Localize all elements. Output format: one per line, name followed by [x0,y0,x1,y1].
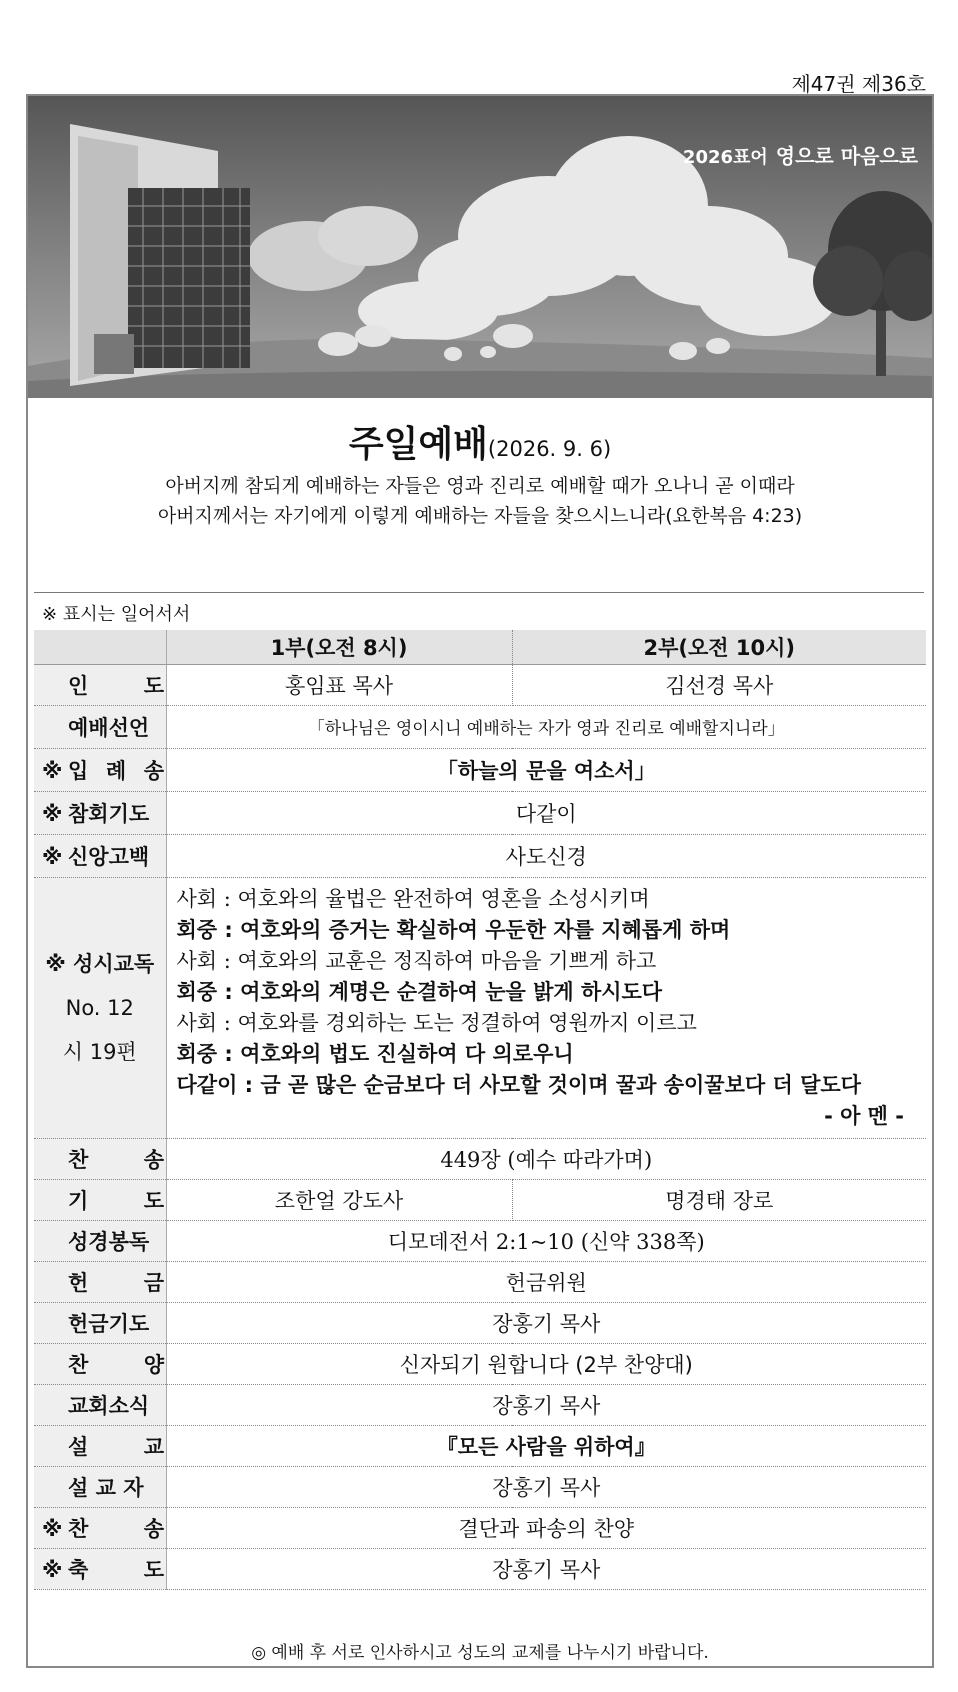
first-service-value: 홍임표 목사 [166,664,512,705]
motto-main: 영으로 마음으로 [775,144,918,168]
reading-label-cell [34,877,166,1138]
row-value: 사도신경 [166,834,926,877]
row-preacher [34,1466,926,1507]
label-cell [34,1302,166,1343]
reading-psalm: 시 19편 [62,1039,137,1064]
verse-line-1: 아버지께 참되게 예배하는 자들은 영과 진리로 예배할 때가 오나니 곧 이때라 [165,475,795,497]
row-label: 입 례 송 [68,758,164,783]
banner-image [28,96,932,398]
row-confession [34,791,926,834]
second-service-value: 명경태 장로 [512,1179,926,1220]
row-entrance-hymn [34,748,926,791]
reading-line: 사회 : 여호와의 율법은 완전하여 영혼을 소성시키며 [176,886,650,911]
row-label: 인 도 [68,673,164,698]
label-cell: ※ 축 도 [34,1548,166,1589]
row-value: 다같이 [166,791,926,834]
service-columns-header [34,630,926,664]
church-building-illustration [70,124,250,386]
row-label: 성경봉독 [68,1229,150,1254]
row-label: 헌 금 [68,1270,164,1295]
row-value: 헌금위원 [166,1261,926,1302]
label-cell: ※ 신앙고백 [34,834,166,877]
reading-line: 회중 : 여호와의 증거는 확실하여 우둔한 자를 지혜롭게 하며 [176,917,731,942]
standing-note: ※ 표시는 일어서서 [42,604,191,625]
reading-line: 사회 : 여호와를 경외하는 도는 정결하여 영원까지 이르고 [176,1010,697,1035]
row-value: 장홍기 목사 [166,1548,926,1589]
reading-line: 회중 : 여호와의 법도 진실하여 다 의로우니 [176,1041,574,1066]
label-cell: ※ 참회기도 [34,791,166,834]
row-anthem [34,1343,926,1384]
yearly-motto [683,140,918,169]
row-value: 장홍기 목사 [166,1302,926,1343]
row-prelude [34,664,926,705]
row-label: 교회소식 [68,1393,150,1418]
order-of-worship [34,630,926,1590]
row-label: 설 교 자 [68,1475,144,1500]
row-value: 「하늘의 문을 여소서」 [166,748,926,791]
label-cell [34,1179,166,1220]
amen: - 아 멘 - [824,1103,904,1128]
motto-prefix: 2026표어 [682,147,768,168]
service-date: (2026. 9. 6) [487,437,612,461]
row-closing-hymn [34,1507,926,1548]
row-news [34,1384,926,1425]
label-cell [34,1425,166,1466]
first-service-value: 조한얼 강도사 [166,1179,512,1220]
row-label: 기 도 [68,1188,164,1213]
row-benediction [34,1548,926,1589]
label-cell [34,1138,166,1179]
reading-label: ※ 성시교독 [45,951,155,976]
label-cell [34,1384,166,1425]
row-value: 『모든 사람을 위하여』 [166,1425,926,1466]
second-service-header: 2부(오전 10시) [512,630,926,664]
service-header [28,414,932,531]
service-verse [28,471,932,531]
reading-line: 사회 : 여호와의 교훈은 정직하여 마음을 기쁘게 하고 [176,948,657,973]
row-label: 축 도 [68,1557,164,1582]
row-label: 찬 양 [68,1352,164,1377]
row-offering-prayer [34,1302,926,1343]
second-service-value: 김선경 목사 [512,664,926,705]
issue-number: 제47권 제36호 [791,72,926,96]
row-sermon [34,1425,926,1466]
header-blank [34,630,166,664]
label-cell [34,1220,166,1261]
row-value: 신자되기 원합니다 (2부 찬양대) [166,1343,926,1384]
row-label: 헌금기도 [68,1311,150,1336]
row-label: 찬 송 [68,1516,164,1541]
reading-text [166,877,926,1138]
row-responsive-reading [34,877,926,1138]
first-service-header: 1부(오전 8시) [166,630,512,664]
footer-note: ◎ 예배 후 서로 인사하시고 성도의 교제를 나누시기 바랍니다. [251,1643,709,1663]
row-value: 「하나님은 영이시니 예배하는 자가 영과 진리로 예배할지니라」 [166,705,926,748]
label-cell [34,705,166,748]
label-cell [34,1261,166,1302]
row-value: 장홍기 목사 [166,1466,926,1507]
label-cell [34,1343,166,1384]
row-value: 449장 (예수 따라가며) [166,1138,926,1179]
row-hymn [34,1138,926,1179]
label-cell [34,664,166,705]
row-value: 디모데전서 2:1~10 (신약 338쪽) [166,1220,926,1261]
service-name: 주일예배 [348,424,488,465]
label-cell: ※ 입 례 송 [34,748,166,791]
service-title [28,416,932,467]
row-offering [34,1261,926,1302]
row-label: 신앙고백 [68,844,150,869]
row-value: 장홍기 목사 [166,1384,926,1425]
row-label: 설 교 [68,1434,164,1459]
row-scripture [34,1220,926,1261]
row-label: 찬 송 [68,1147,164,1172]
row-label: 예배선언 [68,715,150,740]
tree-illustration [813,191,932,376]
divider [34,592,924,593]
verse-line-2: 아버지께서는 자기에게 이렇게 예배하는 자들을 찾으시느니라(요한복음 4:23) [157,505,803,527]
row-declaration [34,705,926,748]
row-creed [34,834,926,877]
reading-line: 다같이 : 금 곧 많은 순금보다 더 사모할 것이며 꿀과 송이꿀보다 더 달도다 [176,1072,861,1097]
label-cell: ※ 찬 송 [34,1507,166,1548]
row-prayer [34,1179,926,1220]
reading-number: No. 12 [65,995,134,1020]
bulletin-frame [26,94,934,1668]
reading-line: 회중 : 여호와의 계명은 순결하여 눈을 밝게 하시도다 [176,979,663,1004]
row-label: 참회기도 [68,801,150,826]
label-cell [34,1466,166,1507]
row-value: 결단과 파송의 찬양 [166,1507,926,1548]
